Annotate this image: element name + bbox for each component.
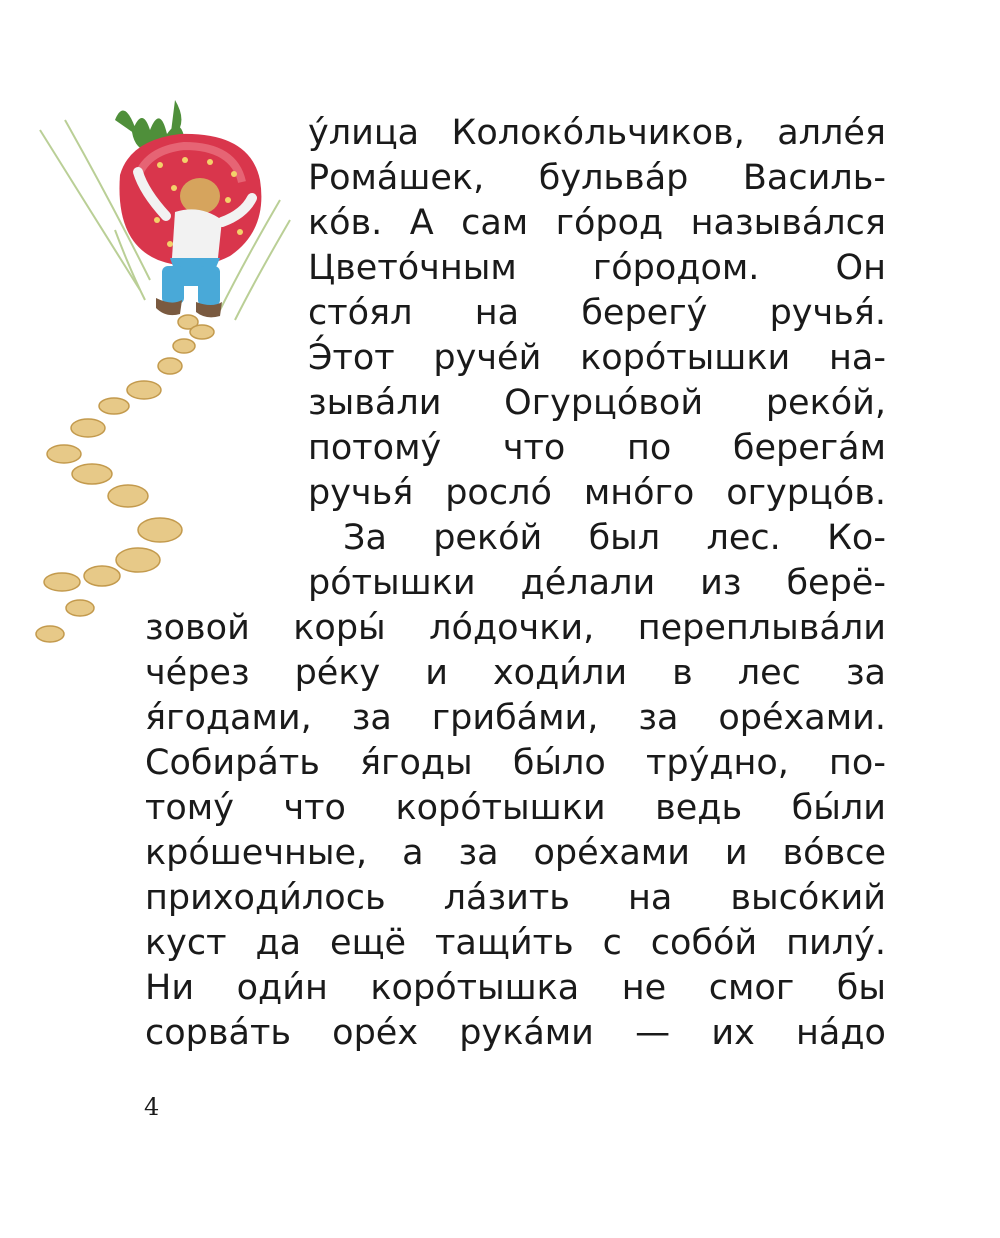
word: с bbox=[602, 923, 622, 963]
word: рука́ми bbox=[459, 1013, 594, 1053]
text-line-19 bbox=[145, 920, 886, 966]
word: на́до bbox=[796, 1013, 886, 1053]
word: был bbox=[588, 518, 661, 558]
word: высо́кий bbox=[730, 878, 886, 918]
word: на- bbox=[829, 338, 886, 378]
word: сорва́ть bbox=[145, 1013, 291, 1053]
word: зовой bbox=[145, 608, 250, 648]
text-line-18 bbox=[145, 875, 886, 921]
text-line-11 bbox=[308, 560, 886, 606]
word: переплыва́ли bbox=[637, 608, 886, 648]
word: ещё bbox=[330, 923, 407, 963]
word: я́годами, bbox=[145, 698, 312, 738]
text-line-12 bbox=[145, 605, 886, 651]
word: бульва́р bbox=[538, 158, 689, 198]
word: приходи́лось bbox=[145, 878, 386, 918]
word: по- bbox=[829, 743, 886, 783]
word: зыва́ли bbox=[308, 383, 442, 423]
word: на bbox=[627, 878, 673, 918]
word: собо́й bbox=[650, 923, 758, 963]
word: и bbox=[425, 653, 448, 693]
word: куст bbox=[145, 923, 227, 963]
word: и bbox=[724, 833, 748, 873]
word: бы bbox=[836, 968, 886, 1008]
word: реко́й, bbox=[765, 383, 886, 423]
word: ро́тышки bbox=[308, 563, 476, 603]
text-line-16 bbox=[145, 785, 886, 831]
word: бы́ли bbox=[791, 788, 886, 828]
word: Ни bbox=[145, 968, 195, 1008]
word: их bbox=[711, 1013, 755, 1053]
word: огурцо́в. bbox=[726, 473, 886, 513]
word: Собира́ть bbox=[145, 743, 320, 783]
page-number: 4 bbox=[144, 1093, 160, 1121]
word: сам bbox=[461, 203, 529, 243]
word: — bbox=[635, 1013, 671, 1053]
word: Цвето́чным bbox=[308, 248, 517, 288]
word: ло́дочки, bbox=[429, 608, 595, 648]
word: Василь- bbox=[742, 158, 886, 198]
word: из bbox=[700, 563, 742, 603]
word: за bbox=[845, 653, 886, 693]
word: оре́х bbox=[332, 1013, 419, 1053]
word: оди́н bbox=[236, 968, 328, 1008]
text-line-1 bbox=[308, 110, 886, 156]
word: в bbox=[672, 653, 693, 693]
word: А bbox=[409, 203, 434, 243]
word: ре́ку bbox=[294, 653, 381, 693]
word: пилу́. bbox=[786, 923, 886, 963]
word: берё- bbox=[786, 563, 886, 603]
word: да bbox=[255, 923, 302, 963]
word: оре́хами bbox=[533, 833, 690, 873]
text-line-6 bbox=[308, 335, 886, 381]
word: я́годы bbox=[360, 743, 473, 783]
text-line-4 bbox=[308, 245, 886, 291]
word: го́род bbox=[555, 203, 664, 243]
strawberry-illustration bbox=[20, 60, 300, 660]
word: смог bbox=[708, 968, 795, 1008]
word: у́лица bbox=[308, 113, 420, 153]
word: не bbox=[621, 968, 667, 1008]
word: коро́тышка bbox=[370, 968, 580, 1008]
word: ла́зить bbox=[443, 878, 570, 918]
text-line-13 bbox=[145, 650, 886, 696]
word: Рома́шек, bbox=[308, 158, 485, 198]
word: называ́лся bbox=[690, 203, 886, 243]
word: руче́й bbox=[433, 338, 542, 378]
word: Огурцо́вой bbox=[504, 383, 704, 423]
word: во́все bbox=[782, 833, 886, 873]
text-line-2 bbox=[308, 155, 886, 201]
word: коро́тышки bbox=[580, 338, 791, 378]
word: на bbox=[474, 293, 520, 333]
word: ведь bbox=[655, 788, 743, 828]
word: берега́м bbox=[732, 428, 886, 468]
word: что bbox=[283, 788, 346, 828]
word: по bbox=[626, 428, 672, 468]
word: мно́го bbox=[583, 473, 695, 513]
word: коро́тышки bbox=[395, 788, 606, 828]
word: тру́дно, bbox=[645, 743, 789, 783]
word: за bbox=[458, 833, 499, 873]
word: Э́тот bbox=[308, 338, 395, 378]
text-line-17 bbox=[145, 830, 886, 876]
word: тащи́ть bbox=[435, 923, 574, 963]
word: де́лали bbox=[520, 563, 656, 603]
word: реко́й bbox=[433, 518, 543, 558]
word: ручья́. bbox=[769, 293, 886, 333]
text-line-3 bbox=[308, 200, 886, 246]
word: коры́ bbox=[293, 608, 386, 648]
text-line-14 bbox=[145, 695, 886, 741]
word: лес. bbox=[706, 518, 781, 558]
word: Колоко́льчиков, bbox=[451, 113, 745, 153]
word: росло́ bbox=[445, 473, 552, 513]
word: за bbox=[351, 698, 392, 738]
word: берегу́ bbox=[581, 293, 708, 333]
text-line-15 bbox=[145, 740, 886, 786]
word: ходи́ли bbox=[492, 653, 628, 693]
stone-path bbox=[36, 315, 214, 642]
word: Ко- bbox=[827, 518, 886, 558]
text-line-9 bbox=[308, 470, 886, 516]
word: Он bbox=[835, 248, 886, 288]
text-line-21 bbox=[145, 1010, 886, 1056]
word: алле́я bbox=[777, 113, 886, 153]
word: бы́ло bbox=[512, 743, 606, 783]
word: го́родом. bbox=[592, 248, 760, 288]
word: ко́в. bbox=[308, 203, 383, 243]
word: че́рез bbox=[145, 653, 250, 693]
word: ручья́ bbox=[308, 473, 414, 513]
word: лес bbox=[737, 653, 801, 693]
word: потому́ bbox=[308, 428, 442, 468]
word: кро́шечные, bbox=[145, 833, 368, 873]
text-line-10 bbox=[308, 515, 886, 561]
word: а bbox=[402, 833, 424, 873]
text-line-20 bbox=[145, 965, 886, 1011]
text-line-7 bbox=[308, 380, 886, 426]
word: что bbox=[502, 428, 566, 468]
text-line-8 bbox=[308, 425, 886, 471]
text-line-5 bbox=[308, 290, 886, 336]
word: тому́ bbox=[145, 788, 234, 828]
word: За bbox=[343, 518, 387, 558]
word: сто́ял bbox=[308, 293, 413, 333]
word: гриба́ми, bbox=[431, 698, 599, 738]
word: за bbox=[638, 698, 679, 738]
word: оре́хами. bbox=[718, 698, 886, 738]
